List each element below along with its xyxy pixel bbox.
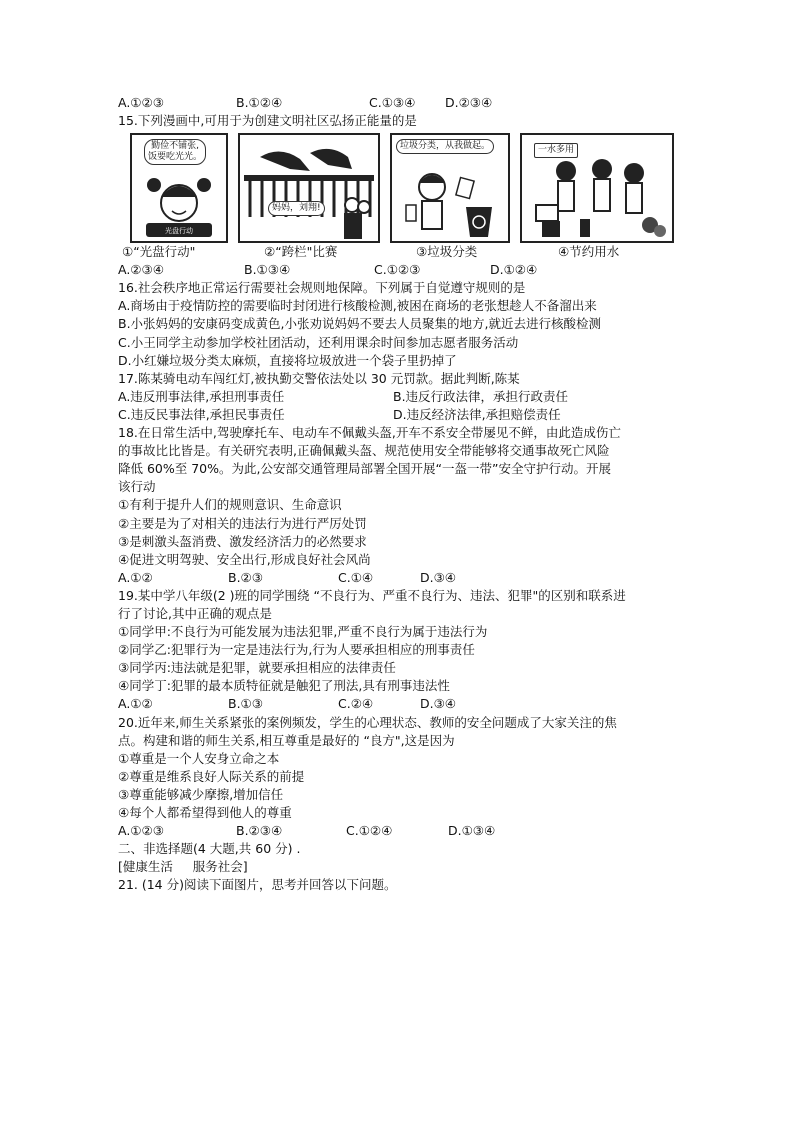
q18-stem-line3: 降低 60%至 70%。为此,公安部交通管理局部署全国开展“一盔一带”安全守护行动。开展 bbox=[118, 461, 611, 477]
q19-item-3: ③同学丙:违法就是犯罪，就要承担相应的法律责任 bbox=[118, 660, 396, 676]
q14-option-c: C.①③④ bbox=[369, 95, 416, 110]
q19-option-a: A.①② bbox=[118, 696, 153, 712]
q17-options-row2 bbox=[118, 406, 678, 424]
q15-option-a: A.②③④ bbox=[118, 262, 164, 278]
panel4-bubble: 一水多用 bbox=[534, 143, 578, 158]
panel1-sign: 光盘行动 bbox=[165, 227, 193, 236]
q15-option-c: C.①②③ bbox=[374, 262, 421, 278]
q17-option-d: D.违反经济法律,承担赔偿责任 bbox=[393, 406, 561, 422]
q17-options-row1 bbox=[118, 388, 678, 406]
comic-panel-1 bbox=[130, 133, 228, 243]
q15-option-b: B.①③④ bbox=[244, 262, 291, 278]
comic-panel-2 bbox=[238, 133, 380, 243]
q20-option-c: C.①②④ bbox=[346, 823, 393, 839]
q18-option-d: D.③④ bbox=[420, 569, 457, 585]
q19-item-1: ①同学甲:不良行为可能发展为违法犯罪,严重不良行为属于违法行为 bbox=[118, 624, 488, 640]
q17-stem: 17.陈某骑电动车闯红灯,被执勤交警依法处以 30 元罚款。据此判断,陈某 bbox=[118, 370, 520, 386]
q15-option-d: D.①②④ bbox=[490, 262, 538, 278]
panel1-bubble bbox=[144, 139, 206, 165]
q20-item-2: ②尊重是维系良好人际关系的前提 bbox=[118, 768, 305, 784]
comic-panel-4 bbox=[520, 133, 674, 243]
q18-item-3: ③是刺激头盔消费、激发经济活力的必然要求 bbox=[118, 533, 367, 549]
q20-option-d: D.①③④ bbox=[448, 823, 496, 839]
caption-2: ②“跨栏"比赛 bbox=[264, 244, 338, 260]
q19-stem-line1: 19.某中学八年级(2 )班的同学围绕 “不良行为、严重不良行为、违法、犯罪"的区别和联系进 bbox=[118, 587, 626, 603]
panel1-bubble-line1: 勤俭不铺张, bbox=[151, 141, 199, 152]
comic-panel-3 bbox=[390, 133, 510, 243]
q19-option-b: B.①③ bbox=[228, 696, 263, 712]
panel2-bubble: 妈妈，刘翔! bbox=[268, 201, 325, 216]
q18-item-2: ②主要是为了对相关的违法行为进行严厉处罚 bbox=[118, 515, 367, 531]
q15-comics bbox=[130, 133, 678, 241]
q18-options bbox=[118, 569, 678, 587]
q19-item-2: ②同学乙:犯罪行为一定是违法行为,行为人要承担相应的刑事责任 bbox=[118, 642, 475, 658]
q14-option-a: A.①②③ bbox=[118, 95, 164, 110]
q16-option-c: C.小王同学主动参加学校社团活动，还利用课余时间参加志愿者服务活动 bbox=[118, 334, 519, 350]
q20-option-a: A.①②③ bbox=[118, 823, 164, 839]
panel3-bubble: 垃圾分类，从我做起。 bbox=[396, 139, 494, 154]
q18-stem-line4: 该行动 bbox=[118, 479, 156, 495]
q20-stem-line1: 20.近年来,师生关系紧张的案例频发，学生的心理状态、教师的安全问题成了大家关注的焦 bbox=[118, 714, 617, 730]
q18-option-a: A.①② bbox=[118, 569, 153, 585]
q17-option-c: C.违反民事法律,承担民事责任 bbox=[118, 406, 285, 422]
q18-item-4: ④促进文明驾驶、安全出行,形成良好社会风尚 bbox=[118, 551, 371, 567]
q20-item-4: ④每个人都希望得到他人的尊重 bbox=[118, 805, 292, 820]
q20-stem-line2: 点。构建和谐的师生关系,相互尊重是最好的 “良方",这是因为 bbox=[118, 732, 455, 748]
q16-option-b: B.小张妈妈的安康码变成黄色,小张劝说妈妈不要去人员聚集的地方,就近去进行核酸检测 bbox=[118, 316, 601, 332]
panel1-bubble-line2: 饭要吃光光。 bbox=[148, 152, 203, 163]
q19-stem-line2: 行了讨论,其中正确的观点是 bbox=[118, 605, 272, 621]
q15-stem: 15.下列漫画中,可用于为创建文明社区弘扬正能量的是 bbox=[118, 113, 417, 129]
q18-option-b: B.②③ bbox=[228, 569, 263, 585]
q20-item-3: ③尊重能够减少摩擦,增加信任 bbox=[118, 786, 284, 802]
q19-option-d: D.③④ bbox=[420, 696, 457, 712]
q18-stem-line1: 18.在日常生活中,驾驶摩托车、电动车不佩戴头盔,开车不系安全带屡见不鲜，由此造成伤亡 bbox=[118, 425, 621, 441]
q18-option-c: C.①④ bbox=[338, 569, 374, 585]
q17-option-b: B.违反行政法律，承担行政责任 bbox=[393, 388, 569, 404]
q20-option-b: B.②③④ bbox=[236, 823, 283, 839]
section2-heading: 二、非选择题(4 大题,共 60 分) . bbox=[118, 841, 301, 857]
q15-options bbox=[118, 261, 678, 279]
q16-option-d: D.小红嫌垃圾分类太麻烦，直接将垃圾放进一个袋子里扔掉了 bbox=[118, 352, 457, 368]
q21-stem: 21. (14 分)阅读下面图片，思考并回答以下问题。 bbox=[118, 877, 397, 893]
q19-option-c: C.②④ bbox=[338, 696, 374, 712]
section2-topic: [健康生活 服务社会] bbox=[118, 859, 248, 875]
q20-item-1: ①尊重是一个人安身立命之本 bbox=[118, 750, 280, 766]
q19-item-4: ④同学丁:犯罪的最本质特征就是触犯了刑法,具有刑事违法性 bbox=[118, 678, 450, 694]
caption-1: ①“光盘行动" bbox=[122, 244, 196, 260]
q14-option-b: B.①②④ bbox=[236, 95, 283, 110]
q16-option-a: A.商场由于疫情防控的需要临时封闭进行核酸检测,被困在商场的老张想趁人不备溜出来 bbox=[118, 298, 597, 314]
q16-stem: 16.社会秩序地正常运行需要社会规则地保障。下列属于自觉遵守规则的是 bbox=[118, 280, 526, 296]
q17-option-a: A.违反刑事法律,承担刑事责任 bbox=[118, 388, 285, 404]
hurdle-railing-illustration bbox=[240, 135, 378, 241]
exam-page bbox=[118, 94, 678, 894]
q14-option-d: D.②③④ bbox=[445, 95, 493, 110]
q20-options bbox=[118, 822, 678, 840]
q14-options bbox=[118, 94, 678, 112]
q18-item-1: ①有利于提升人们的规则意识、生命意识 bbox=[118, 497, 342, 513]
caption-4: ④节约用水 bbox=[558, 244, 620, 260]
q15-captions bbox=[118, 243, 678, 261]
q18-stem-line2: 的事故比比皆是。有关研究表明,正确佩戴头盔、规范使用安全带能够将交通事故死亡风险 bbox=[118, 443, 610, 459]
q19-options bbox=[118, 695, 678, 713]
caption-3: ③垃圾分类 bbox=[416, 244, 478, 260]
